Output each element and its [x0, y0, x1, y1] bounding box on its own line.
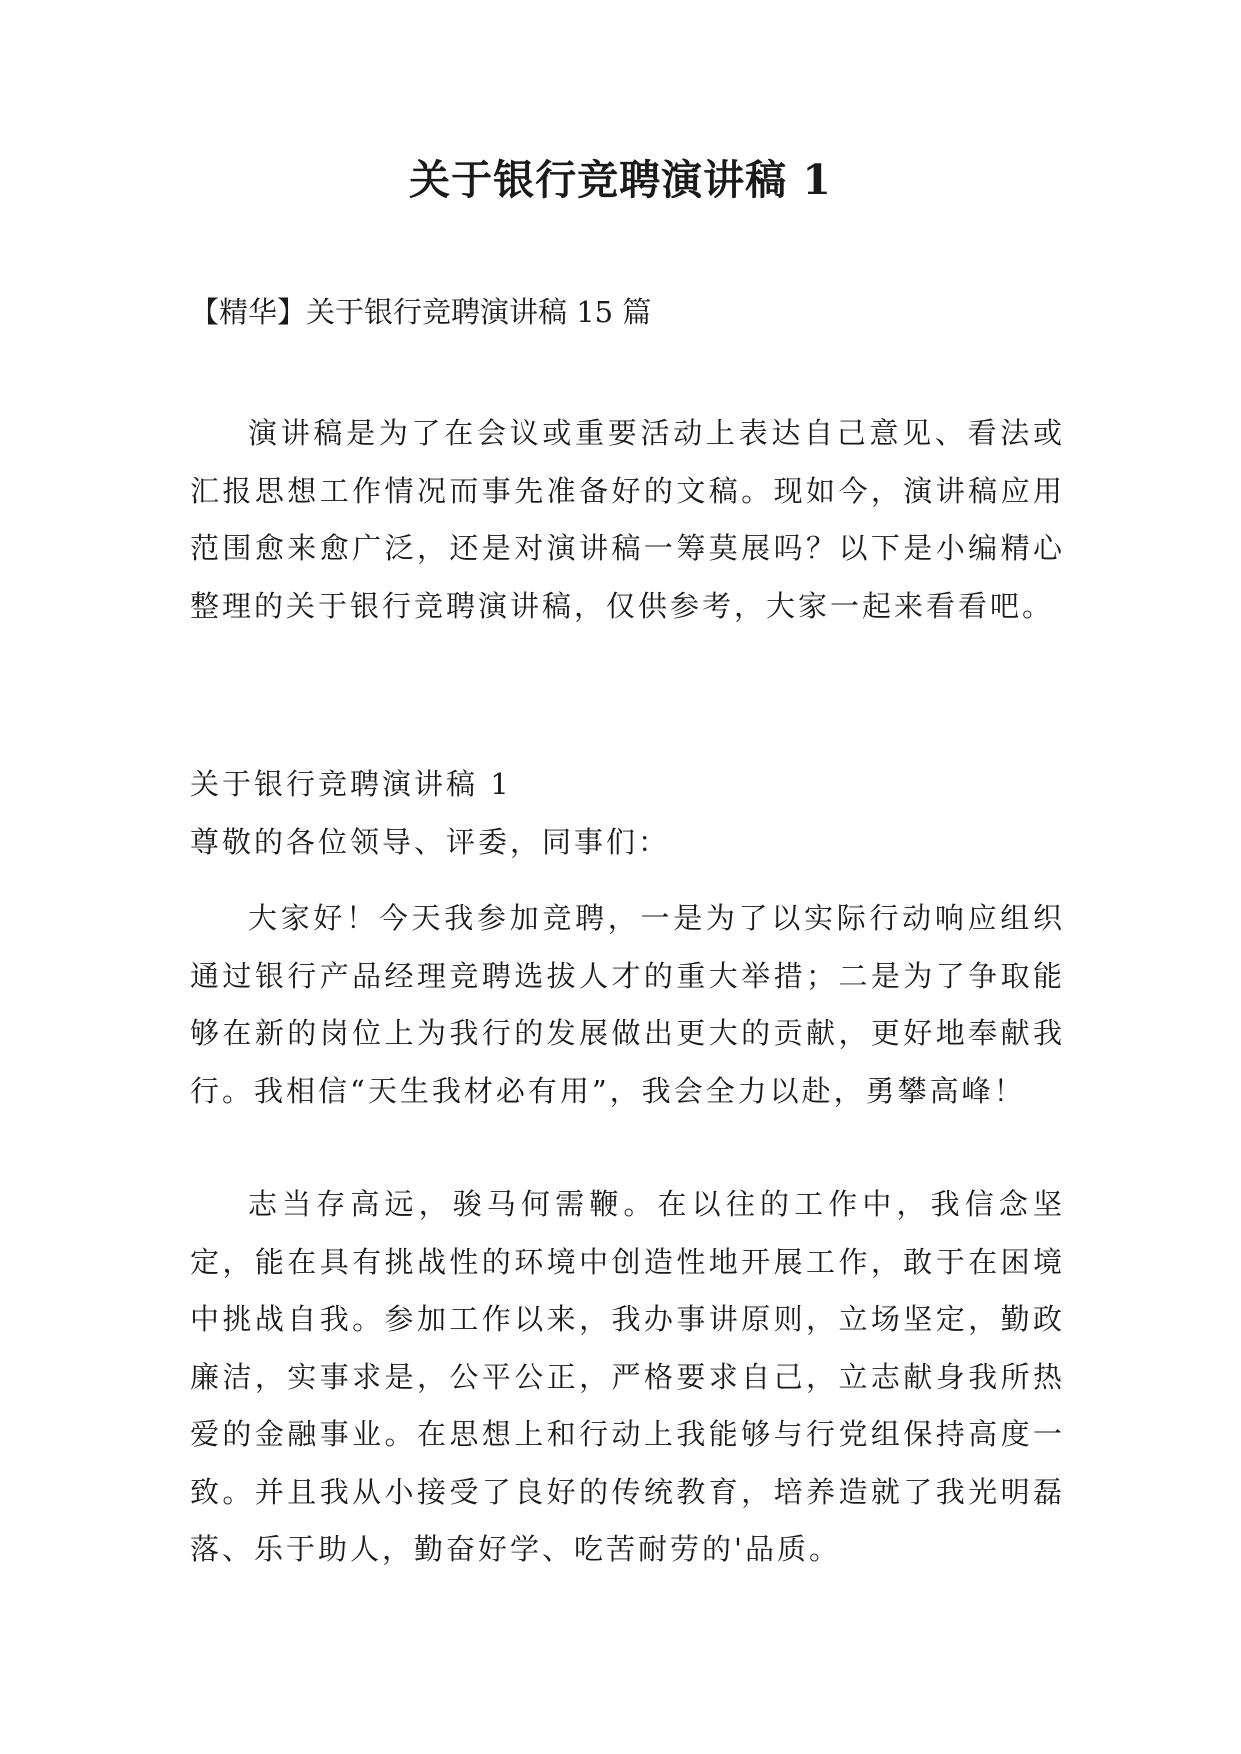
intro-paragraph: 演讲稿是为了在会议或重要活动上表达自己意见、看法或汇报思想工作情况而事先准备好的文稿。现如今，演讲稿应用范围愈来愈广泛，还是对演讲稿一筹莫展吗？以下是小编精心整理的关于银行竞聘演讲稿，仅供参考，大家一起来看看吧。 [190, 416, 1065, 623]
document-title: 关于银行竞聘演讲稿 1 [409, 156, 832, 204]
salutation: 尊敬的各位领导、评委，同事们： [190, 825, 671, 859]
body-paragraph-2: 志当存高远，骏马何需鞭。在以往的工作中，我信念坚定，能在具有挑战性的环境中创造性地开展工作，敢于在困境中挑战自我。参加工作以来，我办事讲原则，立场坚定，勤政廉洁，实事求是，公平公正，严格要求自己，立志献身我所热爱的金融事业。在思想上和行动上我能够与行党组保持高度一致。并且我从小接受了良好的传统教育，培养造就了我光明磊落、乐于助人，勤奋好学、吃苦耐劳的'品质。 [190, 1187, 1065, 1566]
document-subtitle: 【精华】关于银行竞聘演讲稿 15 篇 [190, 295, 652, 329]
body-paragraph-1: 大家好！今天我参加竞聘，一是为了以实际行动响应组织通过银行产品经理竞聘选拔人才的重大举措；二是为了争取能够在新的岗位上为我行的发展做出更大的贡献，更好地奉献我行。我相信“天生我材必有用”，我会全力以赴，勇攀高峰！ [190, 901, 1065, 1108]
section-heading: 关于银行竞聘演讲稿 1 [190, 767, 512, 801]
